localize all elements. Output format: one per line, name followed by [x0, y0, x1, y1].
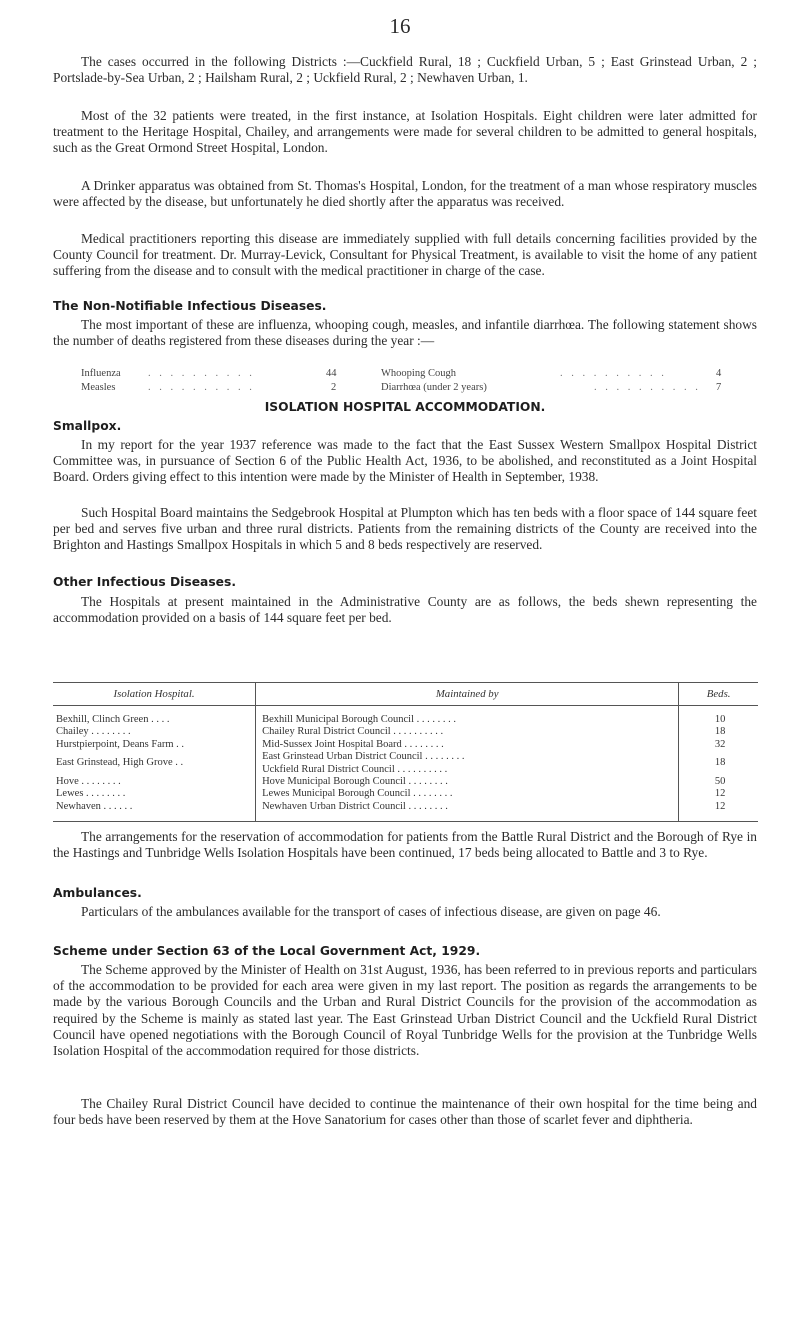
- table-cell: Mid-Sussex Joint Hospital Board . . . . . . . .: [256, 739, 679, 751]
- paragraph-non-notifiable: The most important of these are influenza, whooping cough, measles, and infantile diarrhœa. The following statement shows the number of deaths registered from these diseases during the year :—: [53, 317, 757, 349]
- deaths-row-whooping-cough: Whooping Cough: [381, 368, 456, 379]
- table-cell: 18: [714, 726, 726, 738]
- table-cell: 18: [714, 757, 726, 769]
- table-cell: Chailey Rural District Council . . . . . . . . . .: [256, 726, 679, 738]
- paragraph-medical-practitioners: Medical practitioners reporting this disease are immediately supplied with full details concerning facilities provided by the County Council for treatment. Dr. Murray-Levick, Consultant for Physical Treatment, is available to visit the home of any patient suffering from the disease and to consult with the medical practitioner in charge of the case.: [53, 231, 757, 279]
- deaths-value-influenza: 44: [326, 368, 337, 379]
- table-cell: 12: [714, 788, 726, 800]
- deaths-row-measles: Measles: [81, 382, 116, 393]
- paragraph-ambulances: Particulars of the ambulances available for the transport of cases of infectious disease, are given on page 46.: [81, 904, 661, 919]
- table-cell: Lewes Municipal Borough Council . . . . . . . .: [256, 788, 679, 800]
- heading-non-notifiable: The Non-Notifiable Infectious Diseases.: [53, 299, 327, 313]
- table-cell: Bexhill Municipal Borough Council . . . . . . . .: [256, 706, 679, 727]
- table-cell: Uckfield Rural District Council . . . . . . . . . .: [262, 763, 448, 775]
- paragraph-districts: The cases occurred in the following Districts :—Cuckfield Rural, 18 ; Cuckfield Urban, 5 ; East Grinstead Urban, 2 ; Portslade-by-Sea Urban, 2 ; Hailsham Rural, 2 ; Uckfield Rural, 2 ; Newhaven Urban, 1.: [53, 54, 757, 86]
- paragraph-hospitals: The Hospitals at present maintained in the Administrative County are as follows, the beds shewn representing the accommodation provided on a basis of 144 square feet per bed.: [53, 594, 757, 626]
- page-number: 16: [389, 14, 411, 38]
- paragraph-battle-rye: The arrangements for the reservation of accommodation for patients from the Battle Rural District and the Borough of Rye in the Hastings and Tunbridge Wells Isolation Hospitals have been continued, 17 beds being allocated to Battle and 3 to Rye.: [53, 829, 757, 861]
- table-cell: Lewes . . . . . . . .: [53, 788, 256, 800]
- table-cell: Hove . . . . . . . .: [53, 776, 256, 788]
- column-header-hospital: Isolation Hospital.: [53, 683, 256, 706]
- heading-scheme: Scheme under Section 63 of the Local Government Act, 1929.: [53, 944, 481, 958]
- table-cell-joint: [256, 751, 679, 776]
- table-cell: 12: [714, 800, 726, 812]
- deaths-row-influenza: Influenza: [81, 368, 121, 379]
- leader-dots: . . . . . . . . . .: [148, 368, 255, 379]
- leader-dots: . . . . . . . . . .: [594, 382, 701, 393]
- deaths-row-diarrhoea: Diarrhœa (under 2 years): [381, 382, 487, 393]
- heading-isolation-accommodation: ISOLATION HOSPITAL ACCOMMODATION.: [264, 400, 546, 414]
- paragraph-smallpox: In my report for the year 1937 reference was made to the fact that the East Sussex Western Smallpox Hospital District Committee was, in pursuance of Section 6 of the Public Health Act, 1936, to be abolished, and reconstituted as a Joint Hospital Board. Orders giving effect to this intention were made by the Minister of Health in September, 1938.: [53, 437, 757, 485]
- table-cell: Bexhill, Clinch Green . . . .: [53, 706, 256, 727]
- table-cell: Hove Municipal Borough Council . . . . . . . .: [256, 776, 679, 788]
- table-cell: East Grinstead, High Grove . .: [53, 751, 256, 776]
- leader-dots: . . . . . . . . . .: [148, 382, 255, 393]
- column-header-maintained-by: Maintained by: [256, 683, 679, 706]
- table-header-row: [53, 683, 758, 706]
- paragraph-patients: Most of the 32 patients were treated, in the first instance, at Isolation Hospitals. Eight children were later admitted for treatment to the Heritage Hospital, Chailey, and arrangements were made for several children to be admitted to general hospitals, such as the Great Ormond Street Hospital, London.: [53, 108, 757, 156]
- heading-ambulances: Ambulances.: [53, 886, 142, 900]
- isolation-hospitals-table: [53, 682, 758, 822]
- paragraph-chailey: The Chailey Rural District Council have decided to continue the maintenance of their own hospital for the time being and four beds have been reserved by them at the Hove Sanatorium for cases other than those of scarlet fever and diphtheria.: [53, 1096, 757, 1128]
- column-header-beds: Beds.: [679, 683, 758, 706]
- table-cell: Newhaven . . . . . .: [53, 801, 256, 822]
- paragraph-drinker-apparatus: A Drinker apparatus was obtained from St. Thomas's Hospital, London, for the treatment of a man whose respiratory muscles were affected by the disease, but unfortunately he died shortly after the apparatus was received.: [53, 178, 757, 210]
- leader-dots: . . . . . . . . . .: [560, 368, 667, 379]
- table-cell: East Grinstead Urban District Council . . . . . . . .: [262, 751, 465, 763]
- deaths-value-measles: 2: [331, 382, 337, 393]
- table-cell: Newhaven Urban District Council . . . . . . . .: [256, 801, 679, 822]
- paragraph-scheme: The Scheme approved by the Minister of Health on 31st August, 1936, has been referred to in previous reports and particulars of the accommodation to be provided for each area were given in my last report. The position as regards the arrangements to be made by the various Borough Councils and the Urban and Rural District Councils for the provision of the accommodation as required by the Scheme is mainly as stated last year. The East Grinstead Urban District Council and the Uckfield Rural District Council have opened negotiations with the Borough Council of Royal Tunbridge Wells for the provision at the Tunbridge Wells Isolation Hospital of the accommodation required for those districts.: [53, 962, 757, 1059]
- table-cell: Hurstpierpoint, Deans Farm . .: [53, 739, 256, 751]
- deaths-value-whooping-cough: 4: [716, 368, 722, 379]
- heading-smallpox: Smallpox.: [53, 419, 122, 433]
- deaths-value-diarrhoea: 7: [716, 382, 722, 393]
- table-cell: Chailey . . . . . . . .: [53, 726, 256, 738]
- paragraph-sedgebrook: Such Hospital Board maintains the Sedgebrook Hospital at Plumpton which has ten beds with a floor space of 144 square feet per bed and serves five urban and three rural districts. Patients from the remaining districts of the County are received into the Brighton and Hastings Smallpox Hospitals in which 5 and 8 beds respectively are reserved.: [53, 505, 757, 553]
- table-cell: 10: [714, 714, 726, 725]
- table-cell: 32: [714, 738, 726, 750]
- table-cell: 50: [714, 776, 726, 788]
- heading-other-infectious: Other Infectious Diseases.: [53, 575, 237, 589]
